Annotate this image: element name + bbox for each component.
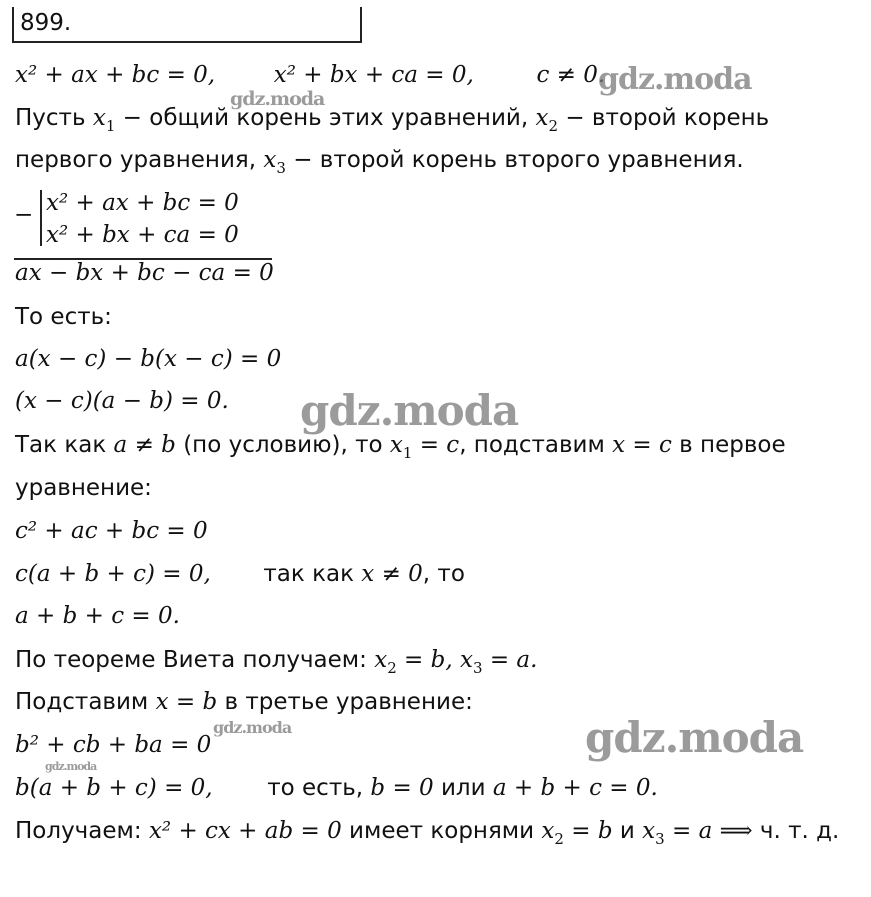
math-segment: x² + cx + ab = 0 [148,818,342,844]
watermark: gdz.moda [585,713,804,762]
text-segment: в третье уравнение: [217,689,473,715]
math-segment: c(a + b + c) = 0, [15,561,211,587]
subscript: 2 [548,117,559,135]
math-segment: a + b + c = 0. [492,775,658,801]
text-segment: − второй корень второго уравнения. [285,147,744,173]
text-segment: , то [422,561,465,587]
c-squared-eq: c² + ac + bc = 0 [15,518,208,544]
text-line-first-eq [15,145,744,183]
subscript: 2 [554,830,564,848]
text-segment: ч. т. д. [759,818,840,844]
math-segment: x = b [155,689,218,715]
text-segment: − общий корень этих уравнений, [115,105,536,131]
substitute-line [15,687,473,717]
text-segment: так как [263,561,362,587]
text-segment: Получаем: [15,818,149,844]
math-segment: = b [563,818,613,844]
math-segment: a ≠ b [113,432,176,458]
text-segment: (по условию), то [175,432,390,458]
text-segment: Так как [15,432,114,458]
factored-eq-1: a(x − c) − b(x − c) = 0 [15,346,282,372]
text-segment: то есть, [267,775,371,801]
subtraction-sign: − [14,202,34,228]
b-factor-line [15,773,658,803]
text-segment: , подставим [459,432,613,458]
var-x: x [642,818,656,844]
math-segment: = a ⟹ [664,818,760,844]
text-segment: первого уравнения, [15,147,264,173]
math-segment: = a. [482,647,538,673]
given-equations-line [15,60,605,90]
text-segment: имеет корнями [341,818,542,844]
task-number-box [12,7,362,43]
sum-eq: a + b + c = 0. [15,603,180,629]
equation-2: x² + bx + ca = 0, [273,62,474,88]
subscript: 3 [655,830,665,848]
subscript: 2 [387,659,397,677]
that-is-label: То есть: [15,304,112,330]
task-number: 899. [20,10,72,36]
vieta-line [15,645,537,683]
text-segment: Пусть [15,105,93,131]
subscript: 3 [472,659,483,677]
math-segment: = b, [396,647,460,673]
equation-word: уравнение: [15,475,152,501]
system-bracket [40,190,42,246]
subscript: 1 [105,117,116,135]
var-x: x [263,147,277,173]
box-corner-tick [360,7,362,17]
subscript: 1 [402,444,413,462]
watermark: gdz.moda [230,88,325,110]
math-segment: x = c [612,432,672,458]
watermark: gdz.moda [598,62,752,97]
watermark: gdz.moda [45,760,97,773]
watermark: gdz.moda [300,386,519,435]
condition: c ≠ 0. [536,62,606,88]
math-segment: = c [412,432,460,458]
system-equation-1: x² + ax + bc = 0 [46,190,239,216]
final-line [15,816,839,854]
var-x: x [535,105,549,131]
var-x: x [389,432,403,458]
text-segment: в первое [671,432,786,458]
math-segment: x ≠ 0 [361,561,423,587]
system-result: ax − bx + bc − ca = 0 [15,260,274,286]
equation-1: x² + ax + bc = 0, [15,62,216,88]
since-line [15,430,786,468]
factored-eq-2: (x − c)(a − b) = 0. [15,388,229,414]
text-line-let [15,103,769,141]
system-equation-2: x² + bx + ca = 0 [46,222,239,248]
math-segment: b = 0 [370,775,434,801]
watermark: gdz.moda [213,718,292,737]
c-factor-line [15,559,465,589]
text-segment: и [612,818,643,844]
text-segment: − второй корень [558,105,770,131]
text-segment: Подставим [15,689,156,715]
var-x: x [460,647,473,673]
text-segment: или [433,775,493,801]
var-x: x [374,647,388,673]
b-squared-eq: b² + cb + ba = 0 [15,732,212,758]
subscript: 3 [276,159,286,177]
var-x: x [541,818,555,844]
var-x: x [92,105,106,131]
text-segment: По теореме Виета получаем: [15,647,375,673]
math-segment: b(a + b + c) = 0, [15,775,213,801]
